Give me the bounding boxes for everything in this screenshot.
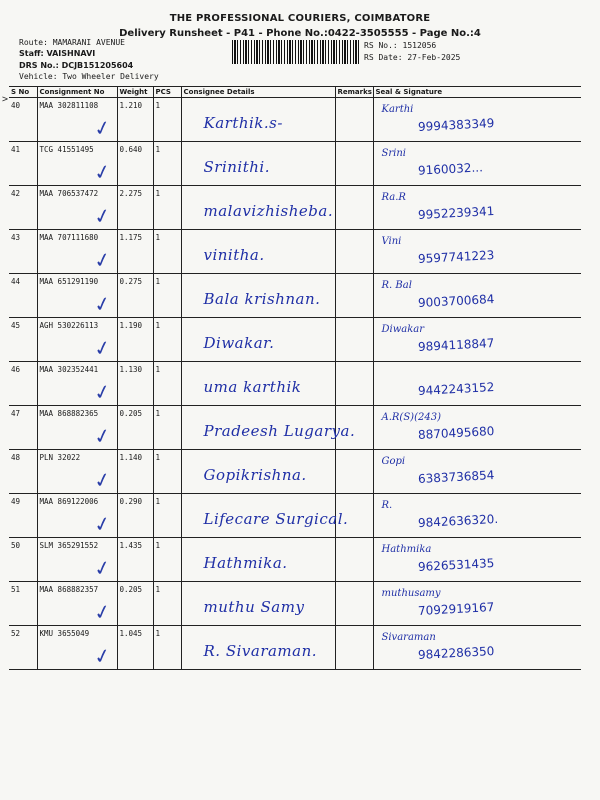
pcs-value: 1 — [155, 101, 161, 110]
weight-cell — [117, 318, 153, 362]
sno-text: 52 — [11, 629, 21, 638]
signature-cell — [373, 142, 581, 186]
signature-cell — [373, 582, 581, 626]
sno-text: 50 — [11, 541, 21, 550]
signature-handwriting: Hathmika — [381, 544, 432, 555]
table-row — [9, 538, 581, 582]
consignee-cell — [181, 582, 335, 626]
sno-cell — [9, 626, 37, 670]
consignee-handwriting: Bala krishnan. — [203, 290, 321, 308]
signature-handwriting: muthusamy — [381, 588, 441, 599]
sno-text: 48 — [11, 453, 21, 462]
consignee-handwriting: muthu Samy — [203, 598, 305, 616]
weight-value: 1.140 — [119, 453, 143, 462]
consignment-number: AGH 530226113 — [39, 321, 99, 330]
rs-number: RS No.: 1512056 — [364, 41, 437, 50]
weight-value: 1.045 — [119, 629, 143, 638]
remarks-cell — [335, 626, 373, 670]
sno-text: 51 — [11, 585, 21, 594]
consignment-cell — [37, 450, 117, 494]
phone-handwriting: 9597741223 — [417, 248, 495, 266]
consignment-cell — [37, 406, 117, 450]
weight-value: 2.275 — [119, 189, 143, 198]
signature-cell — [373, 406, 581, 450]
table-row — [9, 142, 581, 186]
signature-cell — [373, 538, 581, 582]
consignment-number: MAA 302352441 — [39, 365, 99, 374]
signature-handwriting: Sivaraman — [381, 632, 436, 643]
check-icon: ✓ — [91, 598, 113, 626]
weight-cell — [117, 538, 153, 582]
check-icon: ✓ — [91, 246, 113, 274]
table-row — [9, 186, 581, 230]
consignee-handwriting: uma karthik — [203, 378, 302, 396]
consignee-cell — [181, 494, 349, 538]
weight-cell — [117, 582, 153, 626]
weight-cell — [117, 362, 153, 406]
consignee-cell — [181, 186, 335, 230]
weight-cell — [117, 230, 153, 274]
weight-cell — [117, 494, 153, 538]
sno-cell — [9, 274, 37, 318]
drs-number: DRS No.: DCJB151205604 — [19, 61, 134, 70]
pcs-value: 1 — [155, 277, 161, 286]
remarks-cell — [335, 98, 373, 142]
sno-cell — [9, 318, 37, 362]
signature-cell — [373, 626, 581, 670]
consignment-number: MAA 707111680 — [39, 233, 99, 242]
signature-cell — [373, 450, 581, 494]
check-icon: ✓ — [91, 422, 113, 450]
sno-cell — [9, 186, 37, 230]
consignment-cell — [37, 98, 117, 142]
consignment-cell — [37, 230, 117, 274]
remarks-cell — [335, 582, 373, 626]
sno-text: 44 — [11, 277, 21, 286]
consignee-cell — [181, 274, 335, 318]
col-sno: S No — [9, 87, 37, 98]
signature-handwriting: Ra.R — [381, 192, 406, 203]
route-label: Route: MAMARANI AVENUE — [19, 38, 125, 47]
pcs-cell — [153, 142, 181, 186]
weight-value: 1.190 — [119, 321, 143, 330]
phone-handwriting: 9003700684 — [417, 292, 495, 310]
runsheet-table — [9, 86, 581, 670]
consignee-cell — [181, 626, 335, 670]
pcs-cell — [153, 494, 181, 538]
phone-handwriting: 9160032... — [417, 160, 483, 178]
pcs-value: 1 — [155, 585, 161, 594]
table-row — [9, 406, 581, 450]
weight-value: 1.175 — [119, 233, 143, 242]
consignment-number: MAA 302811108 — [39, 101, 99, 110]
consignment-cell — [37, 362, 117, 406]
remarks-cell — [335, 450, 373, 494]
check-icon: ✓ — [91, 290, 113, 318]
consignment-number: MAA 706537472 — [39, 189, 99, 198]
weight-value: 0.275 — [119, 277, 143, 286]
consignee-cell — [181, 318, 335, 362]
phone-handwriting: 9842286350 — [417, 644, 495, 662]
weight-value: 1.130 — [119, 365, 143, 374]
sno-cell — [9, 362, 37, 406]
pcs-value: 1 — [155, 629, 161, 638]
pcs-value: 1 — [155, 453, 161, 462]
pcs-value: 1 — [155, 365, 161, 374]
check-icon: ✓ — [91, 202, 113, 230]
consignee-handwriting: vinitha. — [203, 246, 265, 264]
table-row — [9, 98, 581, 142]
pcs-cell — [153, 230, 181, 274]
col-pcs: PCS — [153, 87, 181, 98]
staff-label: Staff: VAISHNAVI — [19, 49, 96, 58]
consignee-handwriting: Pradeesh Lugarya. — [203, 422, 356, 440]
signature-handwriting: Srini — [381, 148, 406, 159]
signature-cell — [373, 186, 581, 230]
weight-cell — [117, 626, 153, 670]
consignee-cell — [181, 406, 356, 450]
table-row — [9, 582, 581, 626]
signature-handwriting: R. — [381, 500, 393, 511]
weight-value: 1.435 — [119, 541, 143, 550]
check-icon: ✓ — [91, 334, 113, 362]
pcs-cell — [153, 362, 181, 406]
phone-handwriting: 9952239341 — [417, 204, 495, 222]
company-title: THE PROFESSIONAL COURIERS, COIMBATORE — [169, 13, 431, 24]
check-icon: ✓ — [91, 642, 113, 670]
remarks-cell — [335, 362, 373, 406]
remarks-cell — [335, 318, 373, 362]
consignee-handwriting: Karthik.s- — [203, 114, 283, 132]
consignment-cell — [37, 494, 117, 538]
consignment-number: MAA 868882365 — [39, 409, 99, 418]
consignment-cell — [37, 538, 117, 582]
weight-value: 1.210 — [119, 101, 143, 110]
consignment-cell — [37, 274, 117, 318]
signature-cell — [373, 494, 581, 538]
consignee-cell — [181, 98, 335, 142]
phone-handwriting: 9442243152 — [417, 380, 495, 398]
sno-cell — [9, 582, 37, 626]
sno-cell — [9, 538, 37, 582]
phone-handwriting: 9894118847 — [417, 336, 495, 354]
pcs-value: 1 — [155, 233, 161, 242]
signature-handwriting: Vini — [381, 236, 402, 247]
consignment-cell — [37, 582, 117, 626]
consignee-handwriting: Lifecare Surgical. — [203, 510, 349, 528]
weight-cell — [117, 406, 153, 450]
consignee-handwriting: malavizhisheba. — [203, 202, 334, 220]
signature-cell — [373, 98, 581, 142]
pcs-cell — [153, 274, 181, 318]
phone-handwriting: 9994383349 — [417, 116, 495, 134]
check-icon: ✓ — [91, 114, 113, 142]
consignment-number: PLN 32022 — [39, 453, 81, 462]
pcs-cell — [153, 538, 181, 582]
pcs-cell — [153, 626, 181, 670]
consignment-number: TCG 41551495 — [39, 145, 94, 154]
signature-handwriting: R. Bal — [381, 280, 412, 291]
remarks-cell — [335, 186, 373, 230]
consignee-cell — [181, 142, 335, 186]
col-consignee: Consignee Details — [181, 87, 335, 98]
consignee-cell — [181, 450, 335, 494]
sno-text: 41 — [11, 145, 21, 154]
signature-cell — [373, 230, 581, 274]
consignee-cell — [181, 230, 335, 274]
remarks-cell — [335, 406, 373, 450]
pcs-value: 1 — [155, 409, 161, 418]
sno-text: 42 — [11, 189, 21, 198]
consignment-cell — [37, 626, 117, 670]
signature-handwriting: Karthi — [381, 104, 414, 115]
table-row — [9, 450, 581, 494]
sno-text: 40 — [11, 101, 21, 110]
pcs-value: 1 — [155, 321, 161, 330]
sno-text: 47 — [11, 409, 21, 418]
check-icon: ✓ — [91, 466, 113, 494]
consignment-number: KMU 3655049 — [39, 629, 90, 638]
phone-handwriting: 7092919167 — [417, 600, 495, 618]
phone-handwriting: 6383736854 — [417, 468, 495, 486]
consignee-handwriting: R. Sivaraman. — [203, 642, 318, 660]
signature-cell — [373, 362, 581, 406]
pcs-cell — [153, 406, 181, 450]
pcs-cell — [153, 582, 181, 626]
runsheet-title: Delivery Runsheet - P41 - Phone No.:0422-3505555 - Page No.:4 — [119, 28, 481, 39]
signature-cell — [373, 318, 581, 362]
sno-cell — [9, 98, 37, 142]
sno-cell — [9, 450, 37, 494]
consignment-number: SLM 365291552 — [39, 541, 99, 550]
consignment-cell — [37, 318, 117, 362]
pcs-cell — [153, 98, 181, 142]
col-remarks: Remarks — [335, 87, 373, 98]
remarks-cell — [335, 274, 373, 318]
table-row — [9, 230, 581, 274]
col-signature: Seal & Signature — [373, 87, 581, 98]
signature-handwriting: Gopi — [381, 456, 406, 467]
table-header-row — [9, 87, 581, 98]
check-icon: ✓ — [91, 158, 113, 186]
signature-cell — [373, 274, 581, 318]
consignment-number: MAA 869122006 — [39, 497, 99, 506]
sno-cell — [9, 230, 37, 274]
phone-handwriting: 9626531435 — [417, 556, 495, 574]
weight-cell — [117, 186, 153, 230]
pcs-value: 1 — [155, 189, 161, 198]
remarks-cell — [335, 142, 373, 186]
rs-date: RS Date: 27-Feb-2025 — [364, 53, 461, 62]
side-mark: > — [2, 94, 9, 105]
weight-cell — [117, 450, 153, 494]
consignee-cell — [181, 362, 335, 406]
weight-value: 0.205 — [119, 409, 143, 418]
consignee-handwriting: Diwakar. — [203, 334, 275, 352]
consignee-handwriting: Gopikrishna. — [203, 466, 307, 484]
consignment-number: MAA 651291190 — [39, 277, 99, 286]
check-icon: ✓ — [91, 510, 113, 538]
weight-cell — [117, 274, 153, 318]
weight-value: 0.290 — [119, 497, 143, 506]
signature-handwriting: A.R(S)(243) — [381, 412, 441, 423]
phone-handwriting: 9842636320. — [417, 511, 498, 531]
pcs-cell — [153, 450, 181, 494]
col-weight: Weight — [117, 87, 153, 98]
consignment-cell — [37, 186, 117, 230]
weight-cell — [117, 98, 153, 142]
remarks-cell — [335, 494, 373, 538]
phone-handwriting: 8870495680 — [417, 424, 495, 442]
pcs-cell — [153, 318, 181, 362]
remarks-cell — [335, 230, 373, 274]
sno-text: 49 — [11, 497, 21, 506]
weight-value: 0.640 — [119, 145, 143, 154]
consignment-number: MAA 868882357 — [39, 585, 99, 594]
sno-cell — [9, 406, 37, 450]
check-icon: ✓ — [91, 378, 113, 406]
pcs-value: 1 — [155, 541, 161, 550]
barcode-image — [232, 40, 360, 64]
table-row — [9, 274, 581, 318]
consignee-handwriting: Hathmika. — [203, 554, 288, 572]
weight-cell — [117, 142, 153, 186]
sno-cell — [9, 494, 37, 538]
pcs-cell — [153, 186, 181, 230]
col-consignment: Consignment No — [37, 87, 117, 98]
check-icon: ✓ — [91, 554, 113, 582]
table-row — [9, 362, 581, 406]
pcs-value: 1 — [155, 497, 161, 506]
remarks-cell — [335, 538, 373, 582]
sno-text: 45 — [11, 321, 21, 330]
signature-handwriting: Diwakar — [381, 324, 425, 335]
table-row — [9, 494, 581, 538]
consignee-handwriting: Srinithi. — [203, 158, 270, 176]
sno-text: 46 — [11, 365, 21, 374]
table-row — [9, 318, 581, 362]
weight-value: 0.205 — [119, 585, 143, 594]
sno-text: 43 — [11, 233, 21, 242]
sno-cell — [9, 142, 37, 186]
consignee-cell — [181, 538, 335, 582]
pcs-value: 1 — [155, 145, 161, 154]
table-row — [9, 626, 581, 670]
consignment-cell — [37, 142, 117, 186]
vehicle-label: Vehicle: Two Wheeler Delivery — [19, 72, 159, 81]
